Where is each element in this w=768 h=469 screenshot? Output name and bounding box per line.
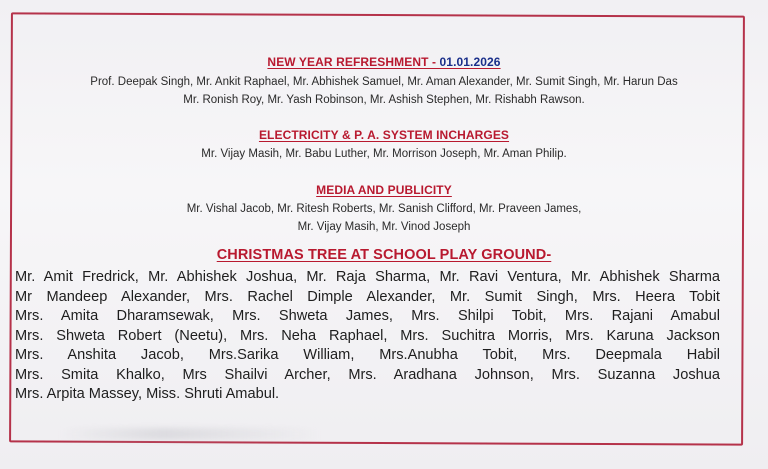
christmas-tree-line: Mrs. Shweta Robert (Neetu), Mrs. Neha Raphael, Mrs. Suchitra Morris, Mrs. Karuna Jackson (15, 327, 720, 344)
new-year-heading (0, 54, 768, 70)
christmas-tree-line: Mr. Amit Fredrick, Mr. Abhishek Joshua, Mr. Raja Sharma, Mr. Ravi Ventura, Mr. Abhishek Sharma (15, 269, 720, 285)
media-names (0, 200, 768, 236)
paper-smudge (60, 428, 320, 440)
electricity-names (0, 145, 768, 163)
new-year-line: Mr. Ronish Roy, Mr. Yash Robinson, Mr. Ashish Stephen, Mr. Rishabh Rawson. (183, 94, 585, 106)
section-new-year (0, 54, 768, 70)
christmas-tree-line: Mrs. Arpita Massey, Miss. Shruti Amabul. (15, 386, 280, 402)
christmas-tree-names (15, 268, 720, 405)
christmas-tree-line: Mr Mandeep Alexander, Mrs. Rachel Dimple Alexander, Mr. Sumit Singh, Mrs. Heera Tobit (15, 288, 720, 305)
new-year-line: Prof. Deepak Singh, Mr. Ankit Raphael, Mr. Abhishek Samuel, Mr. Aman Alexander, Mr. Sumit Singh, Mr. Harun Das (90, 76, 678, 88)
media-heading: MEDIA AND PUBLICITY (316, 183, 452, 197)
section-media (0, 182, 768, 198)
christmas-tree-line: Mrs. Amita Dharamsewak, Mrs. Shweta James, Mrs. Shilpi Tobit, Mrs. Rajani Amabul (15, 308, 720, 324)
christmas-tree-heading: CHRISTMAS TREE AT SCHOOL PLAY GROUND- (216, 247, 552, 263)
media-line: Mr. Vijay Masih, Mr. Vinod Joseph (297, 221, 471, 233)
section-christmas-tree (0, 246, 768, 264)
new-year-names (0, 73, 768, 109)
electricity-heading: ELECTRICITY & P. A. SYSTEM INCHARGES (258, 128, 510, 142)
christmas-tree-line: Mrs. Smita Khalko, Mrs Shailvi Archer, Mrs. Aradhana Johnson, Mrs. Suzanna Joshua (15, 366, 720, 383)
media-line: Mr. Vishal Jacob, Mr. Ritesh Roberts, Mr. Sanish Clifford, Mr. Praveen James, (186, 203, 582, 215)
new-year-heading-text: NEW YEAR REFRESHMENT - (267, 55, 440, 69)
new-year-date: 01.01.2026 (439, 55, 501, 69)
section-electricity (0, 127, 768, 143)
christmas-tree-line: Mrs. Anshita Jacob, Mrs.Sarika William, Mrs.Anubha Tobit, Mrs. Deepmala Habil (15, 347, 720, 363)
electricity-line: Mr. Vijay Masih, Mr. Babu Luther, Mr. Morrison Joseph, Mr. Aman Philip. (201, 148, 567, 160)
